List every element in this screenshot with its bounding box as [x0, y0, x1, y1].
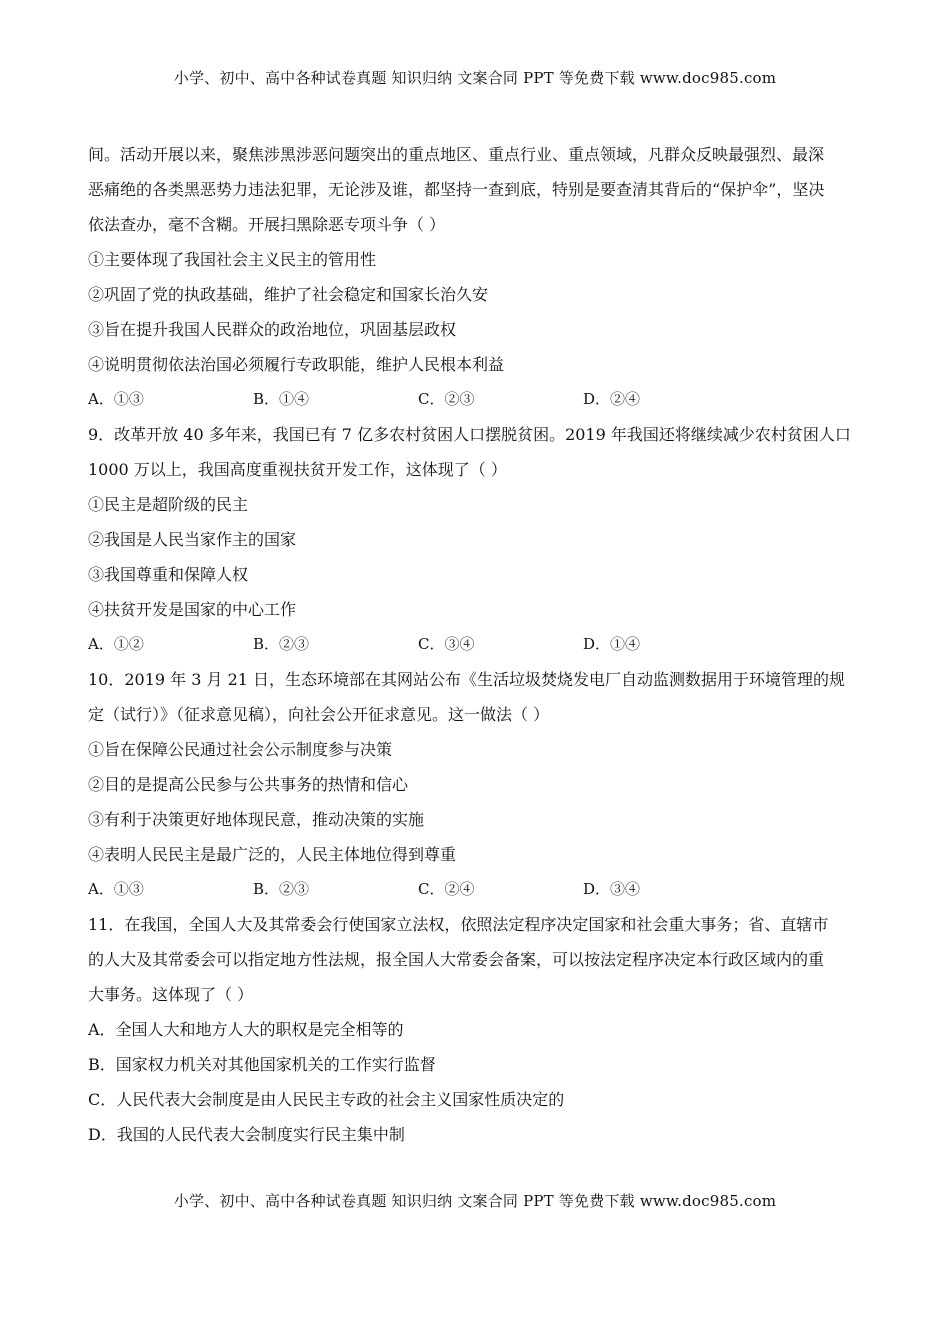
statement-1: ①旨在保障公民通过社会公示制度参与决策: [88, 740, 393, 759]
choice-d: D．我国的人民代表大会制度实行民主集中制: [88, 1125, 405, 1144]
option-d: D．③④: [583, 880, 641, 898]
option-c: C．②③: [418, 390, 475, 408]
question-stem-line: 定（试行）》（征求意见稿），向社会公开征求意见。这一做法（ ）: [88, 705, 550, 724]
page-header: 小学、初中、高中各种试卷真题 知识归纳 文案合同 PPT 等免费下载 www.doc985.com: [173, 69, 777, 87]
option-d: D．②④: [583, 390, 641, 408]
statement-4: ④说明贯彻依法治国必须履行专政职能，维护人民根本利益: [88, 355, 505, 374]
option-c: C．②④: [418, 880, 475, 898]
question-11: [88, 907, 863, 1152]
statement-3: ③我国尊重和保障人权: [88, 565, 249, 584]
option-b: B．①④: [253, 390, 310, 408]
statement-2: ②巩固了党的执政基础，维护了社会稳定和国家长治久安: [88, 285, 489, 304]
option-d: D．①④: [583, 635, 641, 653]
question-content: [88, 137, 863, 1152]
option-b: B．②③: [253, 635, 310, 653]
choice-b: B．国家权力机关对其他国家机关的工作实行监督: [88, 1055, 436, 1074]
option-b: B．②③: [253, 880, 310, 898]
question-stem-line: 间。活动开展以来，聚焦涉黑涉恶问题突出的重点地区、重点行业、重点领域，凡群众反映最强烈、最深: [88, 145, 825, 164]
option-a: A．①③: [88, 390, 144, 408]
question-stem-line: 大事务。这体现了（ ）: [88, 985, 254, 1004]
statement-4: ④表明人民民主是最广泛的，人民主体地位得到尊重: [88, 845, 457, 864]
page-footer: 小学、初中、高中各种试卷真题 知识归纳 文案合同 PPT 等免费下载 www.doc985.com: [173, 1192, 777, 1210]
question-stem-line: 1000 万以上，我国高度重视扶贫开发工作，这体现了（ ）: [88, 460, 507, 479]
question-10: [88, 662, 863, 907]
statement-3: ③有利于决策更好地体现民意，推动决策的实施: [88, 810, 425, 829]
option-a: A．①②: [88, 635, 144, 653]
statement-2: ②目的是提高公民参与公共事务的热情和信心: [88, 775, 409, 794]
statement-4: ④扶贫开发是国家的中心工作: [88, 600, 297, 619]
option-c: C．③④: [418, 635, 475, 653]
answer-options: [88, 872, 863, 907]
statement-3: ③旨在提升我国人民群众的政治地位，巩固基层政权: [88, 320, 457, 339]
question-9: [88, 417, 863, 662]
choice-c: C．人民代表大会制度是由人民民主专政的社会主义国家性质决定的: [88, 1090, 565, 1109]
statement-1: ①民主是超阶级的民主: [88, 495, 249, 514]
statement-2: ②我国是人民当家作主的国家: [88, 530, 297, 549]
question-stem-line: 11．在我国，全国人大及其常委会行使国家立法权，依照法定程序决定国家和社会重大事务；省、直辖市: [88, 915, 829, 934]
question-stem-line: 10．2019 年 3 月 21 日，生态环境部在其网站公布《生活垃圾焚烧发电厂自动监测数据用于环境管理的规: [88, 670, 846, 689]
question-stem-line: 的人大及其常委会可以指定地方性法规，报全国人大常委会备案，可以按法定程序决定本行政区域内的重: [88, 950, 825, 969]
choice-a: A．全国人大和地方人大的职权是完全相等的: [88, 1020, 404, 1039]
answer-options: [88, 627, 863, 662]
question-stem-line: 依法查办，毫不含糊。开展扫黑除恶专项斗争（ ）: [88, 215, 446, 234]
question-stem-line: 9．改革开放 40 多年来，我国已有 7 亿多农村贫困人口摆脱贫困。2019 年我国还将继续减少农村贫困人口: [88, 425, 851, 444]
question-8: [88, 137, 863, 417]
question-stem-line: 恶痛绝的各类黑恶势力违法犯罪，无论涉及谁，都坚持一查到底，特别是要查清其背后的“保护伞”，坚决: [88, 180, 825, 199]
option-a: A．①③: [88, 880, 144, 898]
statement-1: ①主要体现了我国社会主义民主的管用性: [88, 250, 377, 269]
answer-options: [88, 382, 863, 417]
